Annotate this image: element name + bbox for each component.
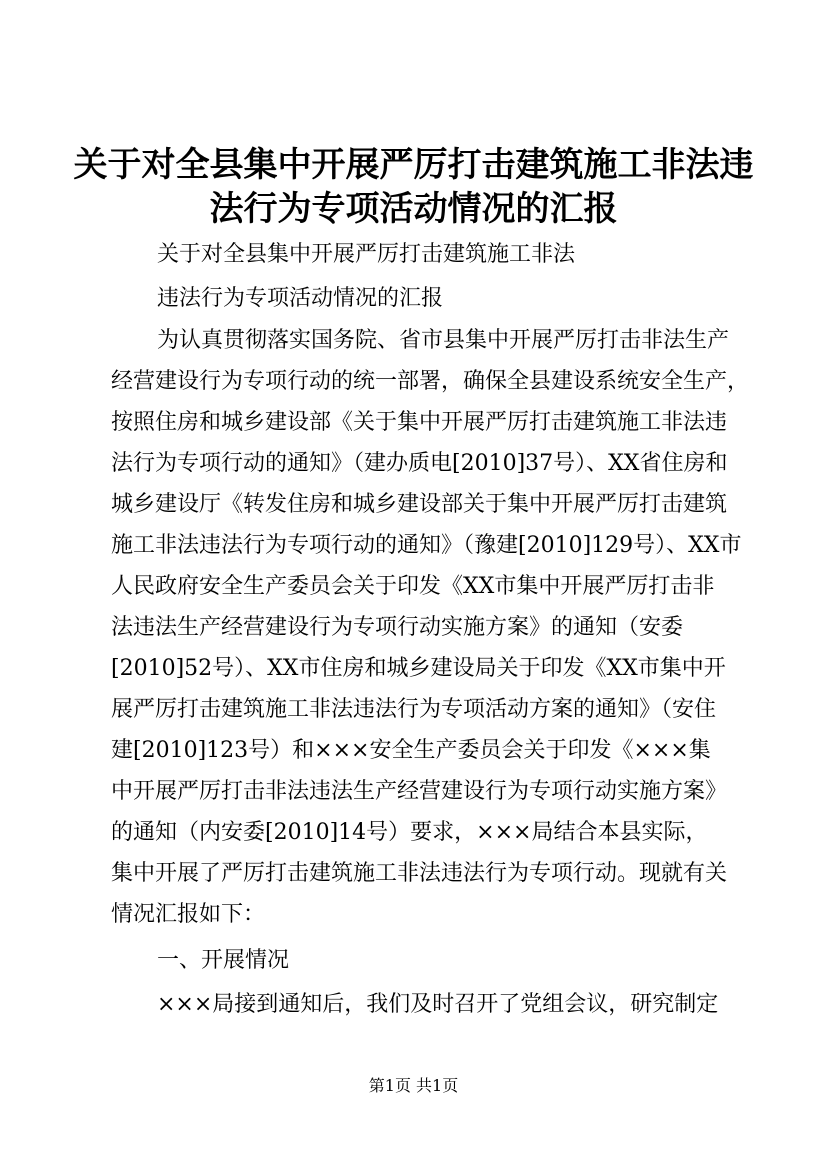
- subtitle-line-2: 违法行为专项活动情况的汇报: [157, 286, 444, 311]
- body-line-2: 经营建设行为专项行动的统一部署，确保全县建设系统安全生产，: [111, 369, 750, 394]
- document-title-line-1: 关于对全县集中开展严厉打击建筑施工非法违: [73, 145, 754, 185]
- body-line-9: [2010]52号）、XX市住房和城乡建设局关于印发《XX市集中开: [111, 656, 726, 681]
- body-line-5: 城乡建设厅《转发住房和城乡建设部关于集中开展严厉打击建筑: [111, 492, 728, 517]
- body-line-4: 法行为专项行动的通知》（建办质电[2010]37号）、XX省住房和: [111, 451, 728, 476]
- body-line-10: 展严厉打击建筑施工非法违法行为专项活动方案的通知》（安住: [111, 697, 717, 722]
- body-line-15: 情况汇报如下：: [111, 902, 266, 927]
- body-line-1: 为认真贯彻落实国务院、省市县集中开展严厉打击非法生产: [157, 328, 730, 353]
- body-line-6: 施工非法违法行为专项行动的通知》（豫建[2010]129号）、XX市: [111, 533, 742, 558]
- body-line-7: 人民政府安全生产委员会关于印发《XX市集中开展严厉打击非: [111, 574, 715, 599]
- body-line-16: ×××局接到通知后，我们及时召开了党组会议，研究制定: [157, 992, 719, 1017]
- page-footer: 第1页 共1页: [368, 1076, 459, 1095]
- body-line-12: 中开展严厉打击非法违法生产经营建设行为专项行动实施方案》: [111, 779, 728, 804]
- body-line-3: 按照住房和城乡建设部《关于集中开展严厉打击建筑施工非法违: [111, 410, 728, 435]
- subtitle-line-1: 关于对全县集中开展严厉打击建筑施工非法: [157, 242, 576, 267]
- body-line-13: 的通知（内安委[2010]14号）要求，×××局结合本县实际，: [111, 820, 708, 845]
- document-title-line-2: 法行为专项活动情况的汇报: [209, 189, 618, 229]
- body-line-8: 法违法生产经营建设行为专项行动实施方案》的通知（安委: [111, 615, 684, 640]
- body-line-14: 集中开展了严厉打击建筑施工非法违法行为专项行动。现就有关: [111, 861, 728, 886]
- body-line-11: 建[2010]123号）和×××安全生产委员会关于印发《×××集: [111, 738, 711, 763]
- section-heading: 一、开展情况: [157, 948, 290, 973]
